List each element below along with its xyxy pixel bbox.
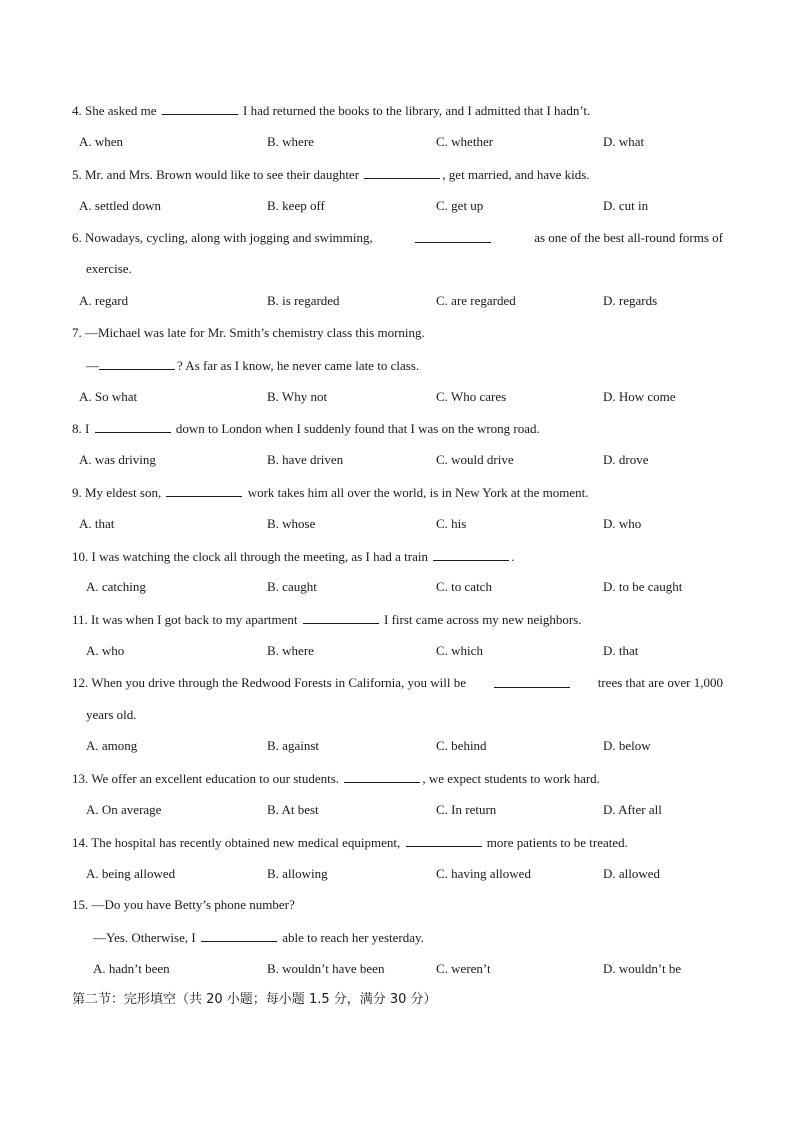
question-13-text-post: , we expect students to work hard. xyxy=(422,771,600,786)
q4-option-d[interactable]: D. what xyxy=(603,134,645,149)
section-heading: 第二节：完形填空（共 20 小题；每小题 1.5 分，满分 30 分） xyxy=(72,992,437,1007)
question-8-text-pre: 8. I xyxy=(72,421,90,436)
q14-option-b[interactable]: B. allowing xyxy=(267,866,328,881)
question-11-text-post: I first came across my new neighbors. xyxy=(384,612,582,627)
q12-option-c[interactable]: C. behind xyxy=(436,738,487,753)
q14-option-a[interactable]: A. being allowed xyxy=(86,866,176,881)
q5-option-a[interactable]: A. settled down xyxy=(79,198,161,213)
question-4-text-pre: 4. She asked me xyxy=(72,103,157,118)
q14-option-c[interactable]: C. having allowed xyxy=(436,866,531,881)
q9-option-c[interactable]: C. his xyxy=(436,516,467,531)
q5-option-c[interactable]: C. get up xyxy=(436,198,484,213)
answer-blank[interactable] xyxy=(201,929,277,942)
answer-blank[interactable] xyxy=(406,834,482,847)
question-7: 7. —Michael was late for Mr. Smith’s chemistry class this morning. xyxy=(72,325,425,340)
question-14-text-post: more patients to be treated. xyxy=(486,835,628,850)
q8-option-b[interactable]: B. have driven xyxy=(267,452,344,467)
question-6-continuation: exercise. xyxy=(86,261,132,276)
question-5 xyxy=(72,166,590,183)
q14-option-d[interactable]: D. allowed xyxy=(603,866,661,881)
question-6-text-pre: 6. Nowadays, cycling, along with jogging and swimming, xyxy=(72,230,373,245)
q6-option-b[interactable]: B. is regarded xyxy=(267,293,340,308)
q11-option-d[interactable]: D. that xyxy=(603,643,639,658)
q4-option-c[interactable]: C. whether xyxy=(436,134,494,149)
q15-option-d[interactable]: D. wouldn’t be xyxy=(603,961,682,976)
q7-option-c[interactable]: C. Who cares xyxy=(436,389,507,404)
answer-blank[interactable] xyxy=(162,102,238,115)
question-9-text-pre: 9. My eldest son, xyxy=(72,485,162,500)
q15-option-c[interactable]: C. weren’t xyxy=(436,961,491,976)
q11-option-b[interactable]: B. where xyxy=(267,643,314,658)
question-15-reply-pre: —Yes. Otherwise, I xyxy=(93,930,196,945)
q15-option-a[interactable]: A. hadn’t been xyxy=(93,961,170,976)
q7-option-a[interactable]: A. So what xyxy=(79,389,138,404)
question-7-reply xyxy=(86,357,419,374)
answer-blank[interactable] xyxy=(95,420,171,433)
q8-option-d[interactable]: D. drove xyxy=(603,452,649,467)
q10-option-c[interactable]: C. to catch xyxy=(436,579,492,594)
answer-blank[interactable] xyxy=(494,675,570,688)
answer-blank[interactable] xyxy=(433,548,509,561)
question-4-text-post: I had returned the books to the library, and I admitted that I hadn’t. xyxy=(242,103,591,118)
q13-option-c[interactable]: C. In return xyxy=(436,802,497,817)
q8-option-c[interactable]: C. would drive xyxy=(436,452,514,467)
question-9-text-post: work takes him all over the world, is in New York at the moment. xyxy=(247,485,589,500)
q4-option-b[interactable]: B. where xyxy=(267,134,314,149)
question-11-text-pre: 11. It was when I got back to my apartment xyxy=(72,612,298,627)
q11-option-c[interactable]: C. which xyxy=(436,643,483,658)
q12-option-a[interactable]: A. among xyxy=(86,738,138,753)
q4-option-a[interactable]: A. when xyxy=(79,134,124,149)
question-13-text-pre: 13. We offer an excellent education to our students. xyxy=(72,771,340,786)
question-5-text-pre: 5. Mr. and Mrs. Brown would like to see their daughter xyxy=(72,167,360,182)
q7-option-b[interactable]: B. Why not xyxy=(267,389,328,404)
answer-blank[interactable] xyxy=(166,484,242,497)
q8-option-a[interactable]: A. was driving xyxy=(79,452,156,467)
q7-option-d[interactable]: D. How come xyxy=(603,389,676,404)
q10-option-a[interactable]: A. catching xyxy=(86,579,146,594)
question-10-text-pre: 10. I was watching the clock all through the meeting, as I had a train xyxy=(72,549,428,564)
question-9 xyxy=(72,484,589,501)
q15-option-b[interactable]: B. wouldn’t have been xyxy=(267,961,385,976)
answer-blank[interactable] xyxy=(303,611,379,624)
answer-blank[interactable] xyxy=(364,166,440,179)
q10-option-d[interactable]: D. to be caught xyxy=(603,579,683,594)
question-13 xyxy=(72,770,600,787)
q12-option-b[interactable]: B. against xyxy=(267,738,319,753)
question-7-reply-post: ? As far as I know, he never came late to class. xyxy=(177,358,420,373)
q13-option-a[interactable]: A. On average xyxy=(86,802,162,817)
q9-option-d[interactable]: D. who xyxy=(603,516,642,531)
answer-blank[interactable] xyxy=(99,357,175,370)
question-8-text-post: down to London when I suddenly found that I was on the wrong road. xyxy=(175,421,540,436)
question-6-text-post: as one of the best all-round forms of xyxy=(534,230,723,245)
answer-blank[interactable] xyxy=(415,230,491,243)
question-14 xyxy=(72,834,628,851)
question-10 xyxy=(72,548,514,565)
q6-option-c[interactable]: C. are regarded xyxy=(436,293,516,308)
question-7-reply-pre: — xyxy=(86,358,99,373)
q5-option-d[interactable]: D. cut in xyxy=(603,198,649,213)
question-15-reply xyxy=(93,929,424,946)
question-5-text-post: , get married, and have kids. xyxy=(442,167,590,182)
question-14-text-pre: 14. The hospital has recently obtained new medical equipment, xyxy=(72,835,401,850)
question-12-text-pre: 12. When you drive through the Redwood Forests in California, you will be xyxy=(72,675,467,690)
question-12 xyxy=(72,675,723,691)
question-4 xyxy=(72,102,590,119)
q13-option-b[interactable]: B. At best xyxy=(267,802,319,817)
q6-option-d[interactable]: D. regards xyxy=(603,293,658,308)
question-12-text-post: trees that are over 1,000 xyxy=(597,675,723,690)
question-12-continuation: years old. xyxy=(86,707,137,722)
q13-option-d[interactable]: D. After all xyxy=(603,802,662,817)
q9-option-b[interactable]: B. whose xyxy=(267,516,316,531)
question-11 xyxy=(72,611,582,628)
question-6 xyxy=(72,230,723,246)
question-10-text-post: . xyxy=(511,549,515,564)
question-15: 15. —Do you have Betty’s phone number? xyxy=(72,897,295,912)
question-15-reply-post: able to reach her yesterday. xyxy=(282,930,424,945)
q5-option-b[interactable]: B. keep off xyxy=(267,198,325,213)
question-8 xyxy=(72,420,540,437)
q6-option-a[interactable]: A. regard xyxy=(79,293,129,308)
answer-blank[interactable] xyxy=(344,770,420,783)
q10-option-b[interactable]: B. caught xyxy=(267,579,317,594)
q9-option-a[interactable]: A. that xyxy=(79,516,115,531)
q12-option-d[interactable]: D. below xyxy=(603,738,651,753)
q11-option-a[interactable]: A. who xyxy=(86,643,125,658)
